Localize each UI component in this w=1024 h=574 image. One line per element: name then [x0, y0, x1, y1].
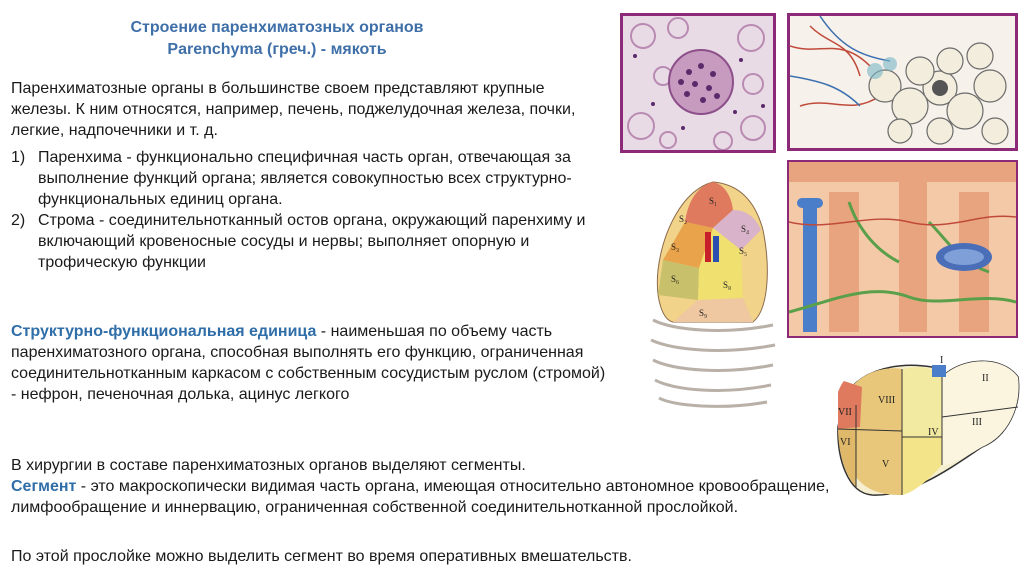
lung-label: S₂: [679, 214, 688, 224]
list-item: [11, 210, 601, 273]
liver-label: VIII: [878, 395, 896, 406]
liver-lobule-image: [787, 160, 1018, 338]
lung-label: S₄: [741, 224, 750, 234]
unit-term: Структурно-функциональная единица: [11, 323, 317, 340]
segment-term: Сегмент: [11, 478, 77, 495]
gland-acini-image: [787, 13, 1018, 151]
lung-label: S₈: [723, 280, 732, 290]
liver-segments-image: [832, 347, 1022, 497]
segment-text: - это макроскопически видимая часть органа, имеющая относительно автономное кровообращение, лимфообращение и иннервацию, ограниченная собственной соединительнотканной прослойкой.: [11, 478, 830, 516]
unit-text: - наименьшая по объему часть паренхиматозного органа, способная выполнять его функцию, ограниченная соединительнотканным каркасом с собственным сосудистым руслом (стромой) - нефрон, печеночная долька, ацинус легкого: [11, 323, 606, 403]
lung-label: S₉: [699, 308, 708, 318]
list-text: Строма - соединительнотканный остов органа, окружающий паренхиму и включающий кровеносные сосуды и нервы; выполняет опорную и трофическую функции: [38, 212, 586, 271]
list-number: 1): [11, 149, 26, 166]
liver-label: IV: [928, 427, 939, 438]
intro-paragraph: Паренхиматозные органы в большинстве своем представляют крупные железы. К ним относятся, например, печень, поджелудочная железа, почки, легкие, надпочечники и т. д.: [11, 80, 576, 139]
liver-label: V: [882, 459, 890, 470]
lung-label: S₆: [671, 274, 680, 284]
liver-label: VI: [840, 437, 851, 448]
liver-label: III: [972, 417, 982, 428]
liver-label: II: [982, 373, 989, 384]
list-number: 2): [11, 212, 26, 229]
page-title: Строение паренхиматозных органов: [130, 19, 424, 36]
liver-label: I: [940, 355, 944, 366]
lung-label: S₃: [671, 242, 680, 252]
lung-label: S₅: [739, 246, 748, 256]
segment-paragraph: [11, 476, 841, 518]
last-paragraph: По этой прослойке можно выделить сегмент во время оперативных вмешательств.: [11, 548, 632, 565]
kidney-histology-image: [620, 13, 776, 153]
surgery-paragraph: В хирургии в составе паренхиматозных органов выделяют сегменты.: [11, 457, 526, 474]
page-subtitle: Parenchyma (греч.) - мякоть: [167, 41, 387, 58]
liver-label: VII: [838, 407, 852, 418]
list-text: Паренхима - функционально специфичная часть орган, отвечающая за выполнение функций органа; является совокупностью всех структурно-функциональных единиц органа.: [38, 149, 572, 208]
definition-list: [11, 147, 601, 273]
lung-segments-image: [643, 170, 783, 412]
lung-label: S₁: [709, 196, 718, 206]
unit-paragraph: [11, 321, 611, 405]
list-item: [11, 147, 601, 210]
